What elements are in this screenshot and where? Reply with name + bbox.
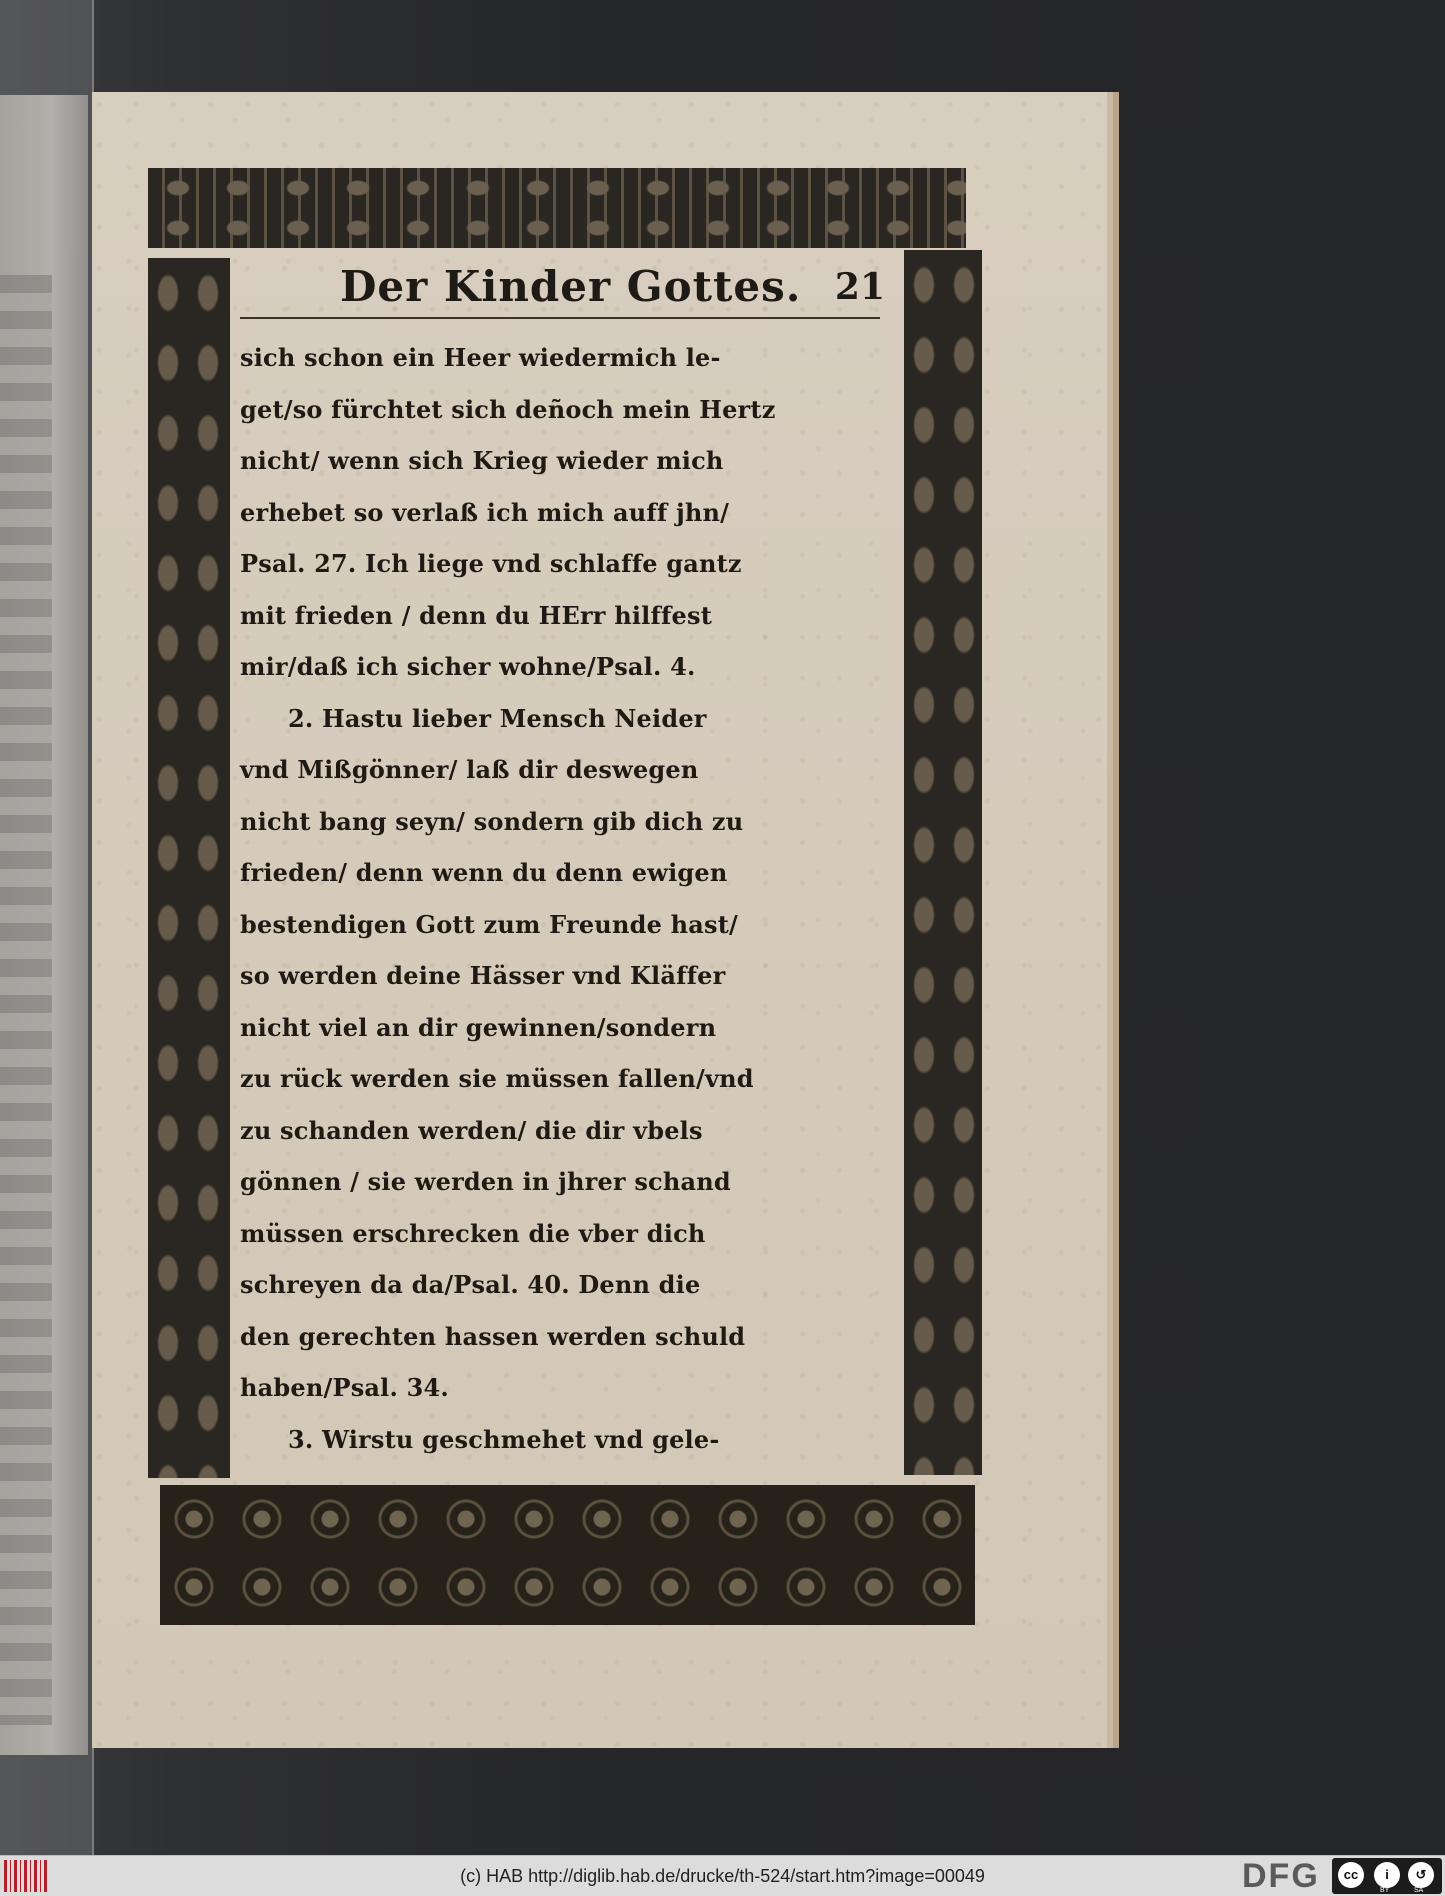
text-lines (240, 332, 900, 1465)
text-line: den gerechten hassen werden schuld (240, 1321, 746, 1351)
text-line: mit frieden / denn du HErr hilffest (240, 600, 712, 630)
copyright-link[interactable]: (c) HAB http://diglib.hab.de/drucke/th-524/start.htm?image=00049 (460, 1866, 985, 1886)
running-head: Der Kinder Gottes. (340, 262, 802, 311)
license-badge[interactable] (1332, 1858, 1442, 1894)
cc-icon: cc (1338, 1862, 1364, 1888)
text-line: gönnen / sie werden in jhrer schand (240, 1167, 731, 1196)
text-line: erhebet so verlaß ich mich auff jhn/ (240, 497, 730, 527)
dfg-logo: DFG (1242, 1857, 1320, 1895)
glass-plate (0, 0, 94, 1855)
text-line: bestendigen Gott zum Freunde hast/ (240, 909, 738, 939)
by-label: BY (1380, 1887, 1390, 1894)
woodcut-border-left (148, 258, 230, 1478)
woodcut-border-right (904, 250, 982, 1475)
text-line: 2. Hastu lieber Mensch Neider (288, 703, 707, 733)
head-rule (240, 317, 880, 319)
sa-icon: ↺ (1408, 1862, 1434, 1888)
text-line: müssen erschrecken die vber dich (240, 1218, 706, 1248)
text-line: nicht viel an dir gewinnen/sondern (240, 1012, 717, 1042)
woodcut-border-top (148, 168, 966, 248)
text-line: Psal. 27. Ich liege vnd schlaffe gantz (240, 549, 742, 578)
text-line: sich schon ein Heer wiedermich le- (240, 343, 721, 372)
text-line: get/so fürchtet sich deñoch mein Hertz (240, 394, 776, 424)
text-line: schreyen da da/Psal. 40. Denn die (240, 1270, 701, 1299)
text-line: 3. Wirstu geschmehet vnd gele- (288, 1424, 720, 1454)
text-line: so werden deine Hässer vnd Kläffer (240, 961, 726, 990)
text-line: frieden/ denn wenn du denn ewigen (240, 858, 728, 887)
text-line: zu rück werden sie müssen fallen/vnd (240, 1064, 754, 1093)
text-line: haben/Psal. 34. (240, 1373, 449, 1402)
by-icon: i (1374, 1862, 1400, 1888)
sa-label: SA (1414, 1887, 1424, 1894)
text-line: vnd Mißgönner/ laß dir deswegen (240, 755, 699, 784)
page-number: 21 (834, 266, 885, 308)
text-line: nicht bang seyn/ sondern gib dich zu (240, 806, 744, 836)
text-line: mir/daß ich sicher wohne/Psal. 4. (240, 652, 696, 681)
viewer-footer (0, 1855, 1445, 1896)
text-line: zu schanden werden/ die dir vbels (240, 1115, 703, 1145)
woodcut-border-bottom (160, 1485, 975, 1625)
text-line: nicht/ wenn sich Krieg wieder mich (240, 446, 724, 475)
text-block (240, 262, 895, 1477)
